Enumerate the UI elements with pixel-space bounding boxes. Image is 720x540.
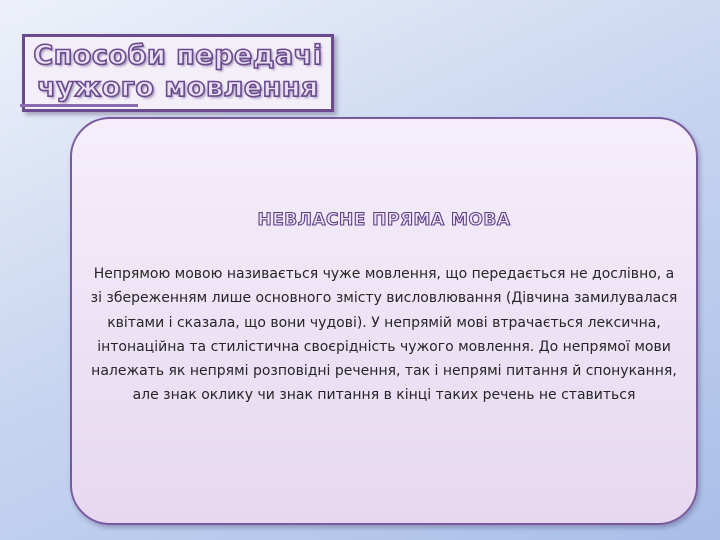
title-underline xyxy=(20,104,138,107)
content-heading: НЕВЛАСНЕ ПРЯМА МОВА xyxy=(257,210,511,230)
slide-title: Способи передачі чужого мовлення xyxy=(33,40,323,103)
content-body: Непрямою мовою називається чуже мовлення, що передається не дослівно, а зі збереженням лише основного змісту висловлювання (Дівчина замилувалася квітами і сказала, що вони чудові). У непрямій мові втрачається лексична, інтонаційна та стилістична своєрідність чужого мовлення. До непрямої мови належать як непрямі розповідні речення, так і непрямі питання й спонукання, але знак оклику чи знак питання в кінці таких речень не ставиться xyxy=(90,266,678,404)
